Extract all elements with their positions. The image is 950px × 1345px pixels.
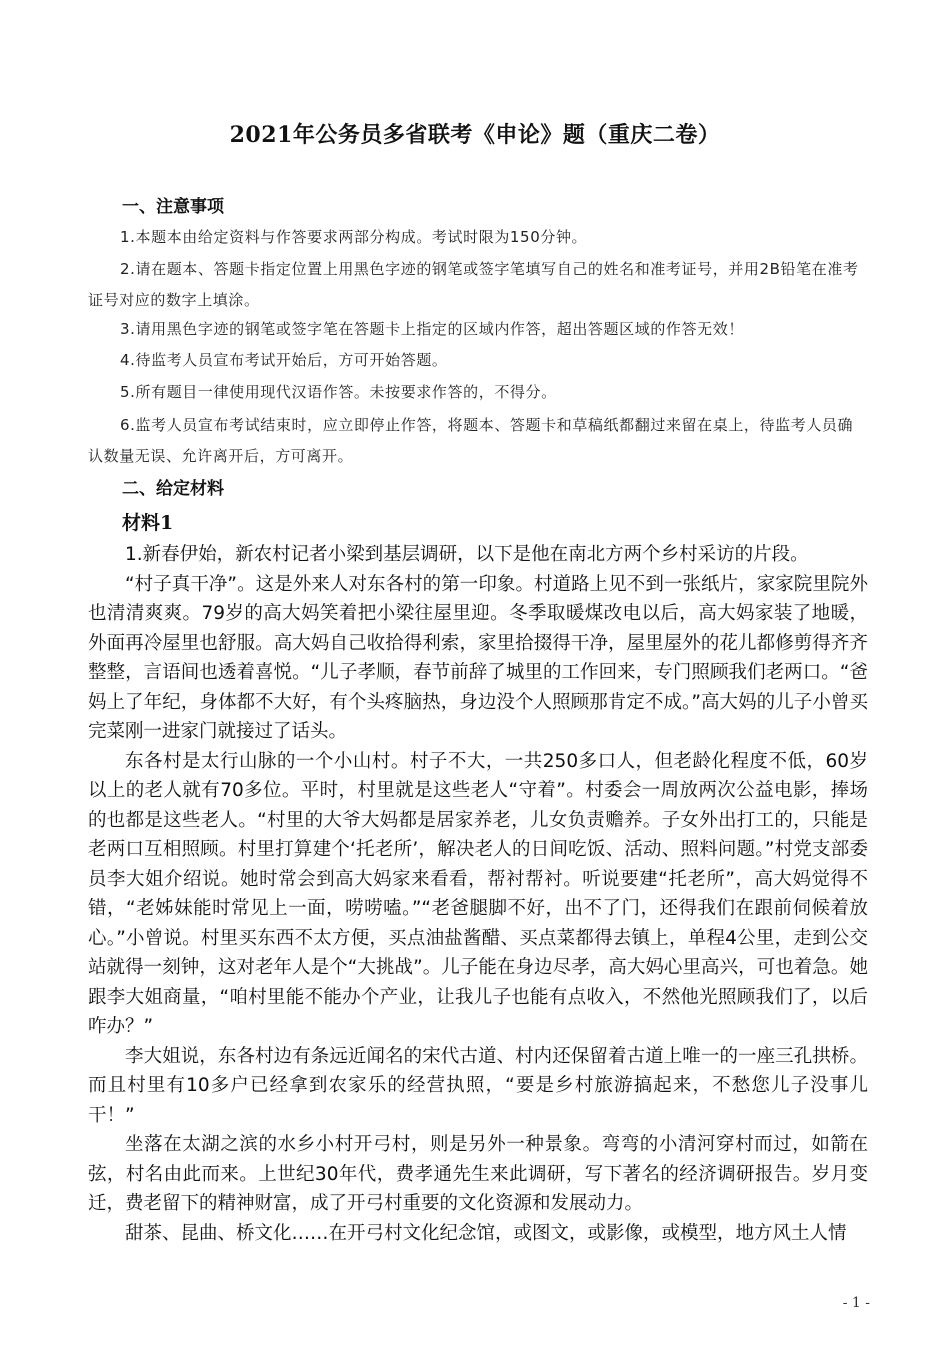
material-body [88,540,868,1248]
paragraph: 甜茶、昆曲、桥文化……在开弓村文化纪念馆，或图文，或影像，或模型，地方风土人情 [125,1222,847,1244]
note-item: 1.本题本由给定资料与作答要求两部分构成。考试时限为150分钟。 [120,228,588,246]
note-item: 3.请用黑色字迹的钢笔或签字笔在答题卡上指定的区域内作答，超出答题区域的作答无效！ [120,320,744,338]
note-item: 6.监考人员宣布考试结束时，应立即停止作答，将题本、答题卡和草稿纸都翻过来留在桌上，待监考人员确认数量无误、允许离开后，方可离开。 [88,416,854,465]
page-title: 2021年公务员多省联考《申论》题（重庆二卷） [229,122,721,148]
paragraph: “村子真干净”。这是外来人对东各村的第一印象。村道路上见不到一张纸片，家家院里院外也清清爽爽。79岁的高大妈笑着把小梁往屋里迎。冬季取暖煤改电以后，高大妈家装了地暖，外面再冷屋里也舒服。高大妈自己收拾得利索，家里拾掇得干净，屋里屋外的花儿都修剪得齐齐整整，言语间也透着喜悦。“儿子孝顺，春节前辞了城里的工作回来，专门照顾我们老两口。“爸妈上了年纪，身体都不大好，有个头疼脑热，身边没个人照顾那肯定不成。”高大妈的儿子小曾买完菜刚一进家门就接过了话头。 [88,573,868,742]
note-item: 5.所有题目一律使用现代汉语作答。未按要求作答的，不得分。 [120,383,557,401]
page-number: - 1 - [842,1295,870,1311]
paragraph: 坐落在太湖之滨的水乡小村开弓村，则是另外一种景象。弯弯的小清河穿村而过，如箭在弦，村名由此而来。上世纪30年代，费孝通先生来此调研，写下著名的经济调研报告。岁月变迁，费老留下的精神财富，成了开弓村重要的文化资源和发展动力。 [88,1134,868,1214]
material-title: 材料1 [122,512,174,534]
paragraph: 1.新春伊始，新农村记者小梁到基层调研，以下是他在南北方两个乡村采访的片段。 [125,544,809,565]
section-heading-materials: 二、给定材料 [122,479,224,499]
note-item: 2.请在题本、答题卡指定位置上用黑色字迹的钢笔或签字笔填写自己的姓名和准考证号，并用2B铅笔在准考证号对应的数字上填涂。 [88,260,859,309]
section-heading-notes: 一、注意事项 [122,197,224,217]
paragraph: 东各村是太行山脉的一个小山村。村子不大，一共250多口人，但老龄化程度不低，60岁以上的老人就有70多位。平时，村里就是这些老人“守着”。村委会一周放两次公益电影，捧场的也都是这些老人。“村里的大爷大妈都是居家养老，儿女负责赡养。子女外出打工的，只能是老两口互相照顾。村里打算建个‘托老所’，解决老人的日间吃饭、活动、照料问题。”村党支部委员李大姐介绍说。她时常会到高大妈家来看看，帮衬帮衬。听说要建“托老所”，高大妈觉得不错，“老姊妹能时常见上一面，唠唠嗑。”“老爸腿脚不好，出不了门，还得我们在跟前伺候着放心。”小曾说。村里买东西不太方便，买点油盐酱醋、买点菜都得去镇上，单程4公里，走到公交站就得一刻钟，这对老年人是个“大挑战”。儿子能在身边尽孝，高大妈心里高兴，可也着急。她跟李大姐商量，“咱村里能不能办个产业，让我儿子也能有点收入，不然他光照顾我们了，以后咋办？” [88,750,868,1037]
paragraph: 李大姐说，东各村边有条远近闻名的宋代古道、村内还保留着古道上唯一的一座三孔拱桥。而且村里有10多户已经拿到农家乐的经营执照，“要是乡村旅游搞起来，不愁您儿子没事儿干！” [88,1045,868,1126]
note-item: 4.待监考人员宣布考试开始后，方可开始答题。 [120,351,448,369]
